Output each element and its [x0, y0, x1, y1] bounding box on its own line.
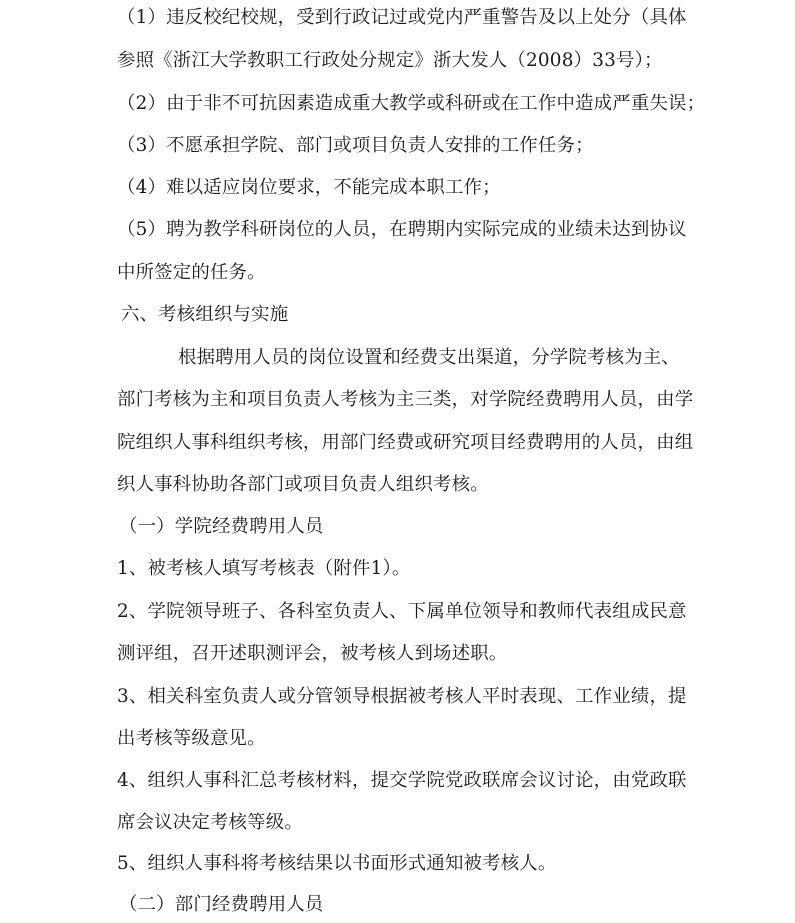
- doc-line-item-4: （4）难以适应岗位要求，不能完成本职工作；: [117, 177, 501, 198]
- doc-line-item-1-part-1: （1）违反校纪校规，受到行政记过或党内严重警告及以上处分（具体: [117, 7, 687, 28]
- step-4-part-2: 席会议决定考核等级。: [117, 812, 303, 833]
- step-2-part-2: 测评组，召开述职测评会，被考核人到场述职。: [117, 643, 508, 664]
- doc-line-item-5-part-1: （5）聘为教学科研岗位的人员，在聘期内实际完成的业绩未达到协议: [117, 219, 687, 240]
- paragraph-line-3: 院组织人事科组织考核，用部门经费或研究项目经费聘用的人员，由组: [117, 432, 694, 453]
- paragraph-line-1: 根据聘用人员的岗位设置和经费支出渠道，分学院考核为主、: [178, 347, 680, 368]
- step-4-part-1: 4、组织人事科汇总考核材料，提交学院党政联席会议讨论，由党政联: [117, 770, 687, 791]
- doc-line-item-1-part-2: 参照《浙江大学教职工行政处分规定》浙大发人（2008）33号）；: [117, 50, 663, 71]
- doc-line-item-5-part-2: 中所签定的任务。: [117, 262, 266, 283]
- step-3-part-2: 出考核等级意见。: [117, 728, 266, 749]
- subsection-heading-1: （一）学院经费聘用人员: [119, 516, 324, 537]
- doc-line-item-3: （3）不愿承担学院、部门或项目负责人安排的工作任务；: [117, 135, 594, 156]
- step-2-part-1: 2、学院领导班子、各科室负责人、下属单位领导和教师代表组成民意: [117, 601, 687, 622]
- section-heading-6: 六、考核组织与实施: [121, 304, 289, 325]
- paragraph-line-2: 部门考核为主和项目负责人考核为主三类，对学院经费聘用人员，由学: [117, 389, 694, 410]
- subsection-heading-2: （二）部门经费聘用人员: [119, 894, 324, 915]
- step-5: 5、组织人事科将考核结果以书面形式通知被考核人。: [117, 853, 557, 874]
- paragraph-line-4: 织人事科协助各部门或项目负责人组织考核。: [117, 474, 489, 495]
- step-3-part-1: 3、相关科室负责人或分管领导根据被考核人平时表现、工作业绩，提: [117, 686, 687, 707]
- step-1: 1、被考核人填写考核表（附件1）。: [117, 558, 411, 579]
- doc-line-item-2: （2）由于非不可抗因素造成重大教学或科研或在工作中造成严重失误；: [117, 93, 706, 114]
